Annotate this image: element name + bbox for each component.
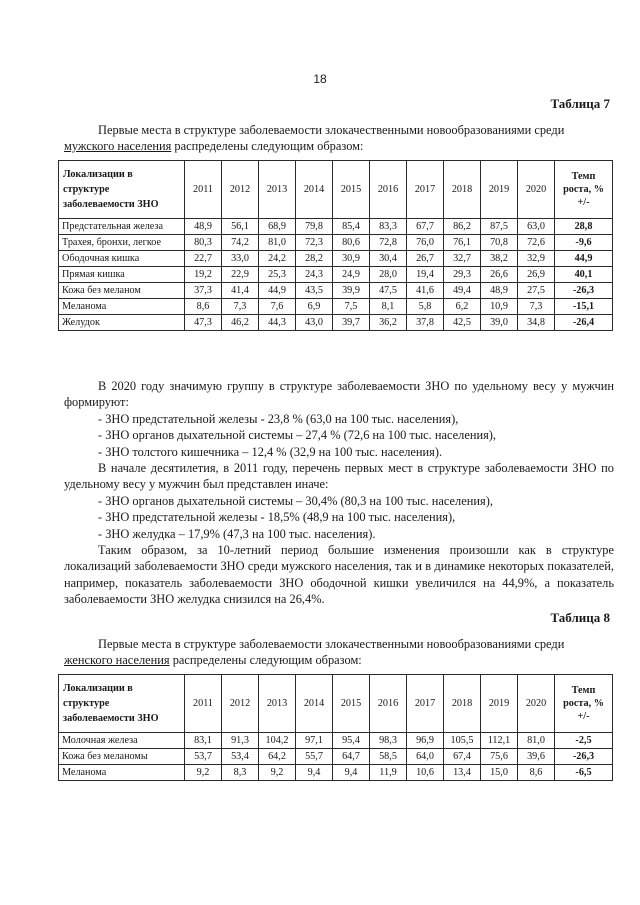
row-value: 47,3 (185, 315, 222, 331)
header-year: 2016 (370, 675, 407, 733)
row-value: 9,2 (185, 765, 222, 781)
row-value: 32,7 (444, 251, 481, 267)
row-value: 9,2 (259, 765, 296, 781)
row-value: 8,3 (222, 765, 259, 781)
summary-paragraph-1: В 2020 году значимую группу в структуре заболеваемости ЗНО по удельному весу у мужчин формируют: (64, 379, 614, 410)
row-value: 10,9 (481, 299, 518, 315)
row-value: 5,8 (407, 299, 444, 315)
row-value: 38,2 (481, 251, 518, 267)
table-row (59, 235, 613, 251)
table-row (59, 315, 613, 331)
row-value: 53,4 (222, 749, 259, 765)
table-header-row (59, 675, 613, 733)
row-value: 27,5 (518, 283, 555, 299)
row-value: 97,1 (296, 733, 333, 749)
row-value: 83,3 (370, 219, 407, 235)
row-value: 39,7 (333, 315, 370, 331)
row-value: 36,2 (370, 315, 407, 331)
row-value: 64,0 (407, 749, 444, 765)
row-value: 26,9 (518, 267, 555, 283)
row-value: 105,5 (444, 733, 481, 749)
header-growth-rate: Темп роста, % +/- (555, 161, 613, 219)
table-row (59, 251, 613, 267)
row-value: 64,2 (259, 749, 296, 765)
row-growth-rate: -6,5 (555, 765, 613, 781)
row-growth-rate: -26,3 (555, 283, 613, 299)
table8-caption: Таблица 8 (550, 610, 610, 625)
row-value: 22,7 (185, 251, 222, 267)
row-value: 96,9 (407, 733, 444, 749)
row-value: 72,8 (370, 235, 407, 251)
row-value: 7,3 (222, 299, 259, 315)
row-value: 37,8 (407, 315, 444, 331)
summary-list1-item: - ЗНО органов дыхательной системы – 27,4 % (72,6 на 100 тыс. населения), (98, 428, 497, 443)
row-value: 76,0 (407, 235, 444, 251)
row-value: 47,5 (370, 283, 407, 299)
row-value: 44,3 (259, 315, 296, 331)
row-value: 9,4 (333, 765, 370, 781)
row-value: 19,2 (185, 267, 222, 283)
row-value: 19,4 (407, 267, 444, 283)
header-localization: Локализации в структуре заболеваемости ЗНО (59, 675, 185, 733)
header-year: 2011 (185, 675, 222, 733)
row-value: 34,8 (518, 315, 555, 331)
row-value: 43,5 (296, 283, 333, 299)
row-value: 87,5 (481, 219, 518, 235)
row-value: 26,7 (407, 251, 444, 267)
row-value: 53,7 (185, 749, 222, 765)
header-year: 2011 (185, 161, 222, 219)
summary-list2-item: - ЗНО предстательной железы - 18,5% (48,9 на 100 тыс. населения), (98, 510, 456, 525)
row-value: 8,6 (185, 299, 222, 315)
header-year: 2015 (333, 161, 370, 219)
row-value: 6,2 (444, 299, 481, 315)
row-value: 63,0 (518, 219, 555, 235)
header-year: 2012 (222, 675, 259, 733)
summary-paragraph-2: В начале десятилетия, в 2011 году, перечень первых мест в структуре заболеваемости ЗНО по удельному весу у мужчин был представлен иначе: (64, 461, 614, 492)
header-year: 2020 (518, 675, 555, 733)
row-value: 86,2 (444, 219, 481, 235)
table7 (58, 160, 613, 331)
row-growth-rate: -26,3 (555, 749, 613, 765)
row-value: 30,4 (370, 251, 407, 267)
summary-paragraph-3: Таким образом, за 10-летний период большие изменения произошли как в структуре локализаций заболеваемости ЗНО среди мужского населения, так и в динамике некоторых показателей, например, показатель заболеваемости ЗНО ободочной кишки увеличился на 44,9%, а показатель заболеваемости ЗНО желудка снизился на 26,4%. (64, 543, 614, 607)
row-value: 9,4 (296, 765, 333, 781)
row-value: 112,1 (481, 733, 518, 749)
row-value: 39,0 (481, 315, 518, 331)
row-value: 10,6 (407, 765, 444, 781)
row-value: 48,9 (481, 283, 518, 299)
row-growth-rate: 28,8 (555, 219, 613, 235)
row-value: 75,6 (481, 749, 518, 765)
row-value: 67,4 (444, 749, 481, 765)
row-localization: Молочная железа (59, 733, 185, 749)
row-value: 76,1 (444, 235, 481, 251)
row-value: 41,6 (407, 283, 444, 299)
row-value: 104,2 (259, 733, 296, 749)
row-growth-rate: 44,9 (555, 251, 613, 267)
row-growth-rate: -2,5 (555, 733, 613, 749)
header-year: 2014 (296, 161, 333, 219)
row-value: 25,3 (259, 267, 296, 283)
header-year: 2017 (407, 161, 444, 219)
row-localization: Ободочная кишка (59, 251, 185, 267)
row-localization: Прямая кишка (59, 267, 185, 283)
header-year: 2020 (518, 161, 555, 219)
row-value: 44,9 (259, 283, 296, 299)
row-value: 85,4 (333, 219, 370, 235)
row-value: 74,2 (222, 235, 259, 251)
row-value: 24,9 (333, 267, 370, 283)
header-localization: Локализации в структуре заболеваемости ЗНО (59, 161, 185, 219)
header-year: 2019 (481, 675, 518, 733)
row-value: 28,0 (370, 267, 407, 283)
row-value: 37,3 (185, 283, 222, 299)
header-year: 2012 (222, 161, 259, 219)
row-localization: Меланома (59, 765, 185, 781)
table-header-row (59, 161, 613, 219)
row-localization: Кожа без меланом (59, 283, 185, 299)
row-value: 58,5 (370, 749, 407, 765)
summary-list1-item: - ЗНО толстого кишечника – 12,4 % (32,9 на 100 тыс. населения). (98, 444, 443, 459)
row-value: 7,6 (259, 299, 296, 315)
row-value: 79,8 (296, 219, 333, 235)
row-value: 98,3 (370, 733, 407, 749)
row-growth-rate: -26,4 (555, 315, 613, 331)
row-value: 72,6 (518, 235, 555, 251)
row-value: 43,0 (296, 315, 333, 331)
header-year: 2017 (407, 675, 444, 733)
row-value: 7,3 (518, 299, 555, 315)
row-value: 7,5 (333, 299, 370, 315)
row-value: 33,0 (222, 251, 259, 267)
header-growth-rate: Темп роста, % +/- (555, 675, 613, 733)
row-value: 39,6 (518, 749, 555, 765)
row-value: 46,2 (222, 315, 259, 331)
table-row (59, 283, 613, 299)
row-value: 13,4 (444, 765, 481, 781)
table8-intro: Первые места в структуре заболеваемости злокачественными новообразованиями среди женского населения распределены следующим образом: (64, 637, 565, 667)
row-value: 26,6 (481, 267, 518, 283)
row-value: 6,9 (296, 299, 333, 315)
row-value: 41,4 (222, 283, 259, 299)
header-year: 2016 (370, 161, 407, 219)
table-row (59, 219, 613, 235)
table-row (59, 765, 613, 781)
row-value: 64,7 (333, 749, 370, 765)
summary-list2-item: - ЗНО желудка – 17,9% (47,3 на 100 тыс. населения). (98, 526, 376, 541)
row-value: 56,1 (222, 219, 259, 235)
row-growth-rate: -15,1 (555, 299, 613, 315)
row-value: 48,9 (185, 219, 222, 235)
header-year: 2015 (333, 675, 370, 733)
row-value: 29,3 (444, 267, 481, 283)
row-localization: Кожа без меланомы (59, 749, 185, 765)
row-value: 28,2 (296, 251, 333, 267)
row-value: 81,0 (518, 733, 555, 749)
row-localization: Меланома (59, 299, 185, 315)
row-localization: Предстательная железа (59, 219, 185, 235)
header-year: 2014 (296, 675, 333, 733)
row-value: 68,9 (259, 219, 296, 235)
summary-list2-item: - ЗНО органов дыхательной системы – 30,4% (80,3 на 100 тыс. населения), (98, 493, 493, 508)
header-year: 2018 (444, 161, 481, 219)
summary-text (64, 378, 614, 608)
table7-intro: Первые места в структуре заболеваемости злокачественными новообразованиями среди мужского населения распределены следующим образом: (64, 123, 565, 153)
header-year: 2019 (481, 161, 518, 219)
row-value: 72,3 (296, 235, 333, 251)
row-value: 32,9 (518, 251, 555, 267)
row-value: 30,9 (333, 251, 370, 267)
table-row (59, 733, 613, 749)
row-growth-rate: 40,1 (555, 267, 613, 283)
row-value: 8,1 (370, 299, 407, 315)
row-value: 91,3 (222, 733, 259, 749)
table-row (59, 267, 613, 283)
row-value: 15,0 (481, 765, 518, 781)
row-value: 80,3 (185, 235, 222, 251)
row-value: 83,1 (185, 733, 222, 749)
row-value: 55,7 (296, 749, 333, 765)
header-year: 2018 (444, 675, 481, 733)
row-value: 24,3 (296, 267, 333, 283)
table7-caption: Таблица 7 (550, 96, 610, 111)
row-value: 81,0 (259, 235, 296, 251)
row-localization: Желудок (59, 315, 185, 331)
row-value: 39,9 (333, 283, 370, 299)
row-value: 49,4 (444, 283, 481, 299)
row-value: 22,9 (222, 267, 259, 283)
row-growth-rate: -9,6 (555, 235, 613, 251)
header-year: 2013 (259, 161, 296, 219)
row-localization: Трахея, бронхи, легкое (59, 235, 185, 251)
summary-list1-item: - ЗНО предстательной железы - 23,8 % (63,0 на 100 тыс. населения), (98, 411, 459, 426)
header-year: 2013 (259, 675, 296, 733)
row-value: 80,6 (333, 235, 370, 251)
table8 (58, 674, 613, 781)
row-value: 42,5 (444, 315, 481, 331)
row-value: 8,6 (518, 765, 555, 781)
row-value: 24,2 (259, 251, 296, 267)
table-row (59, 749, 613, 765)
page-number: 18 (313, 72, 327, 86)
row-value: 70,8 (481, 235, 518, 251)
row-value: 95,4 (333, 733, 370, 749)
table-row (59, 299, 613, 315)
row-value: 11,9 (370, 765, 407, 781)
row-value: 67,7 (407, 219, 444, 235)
